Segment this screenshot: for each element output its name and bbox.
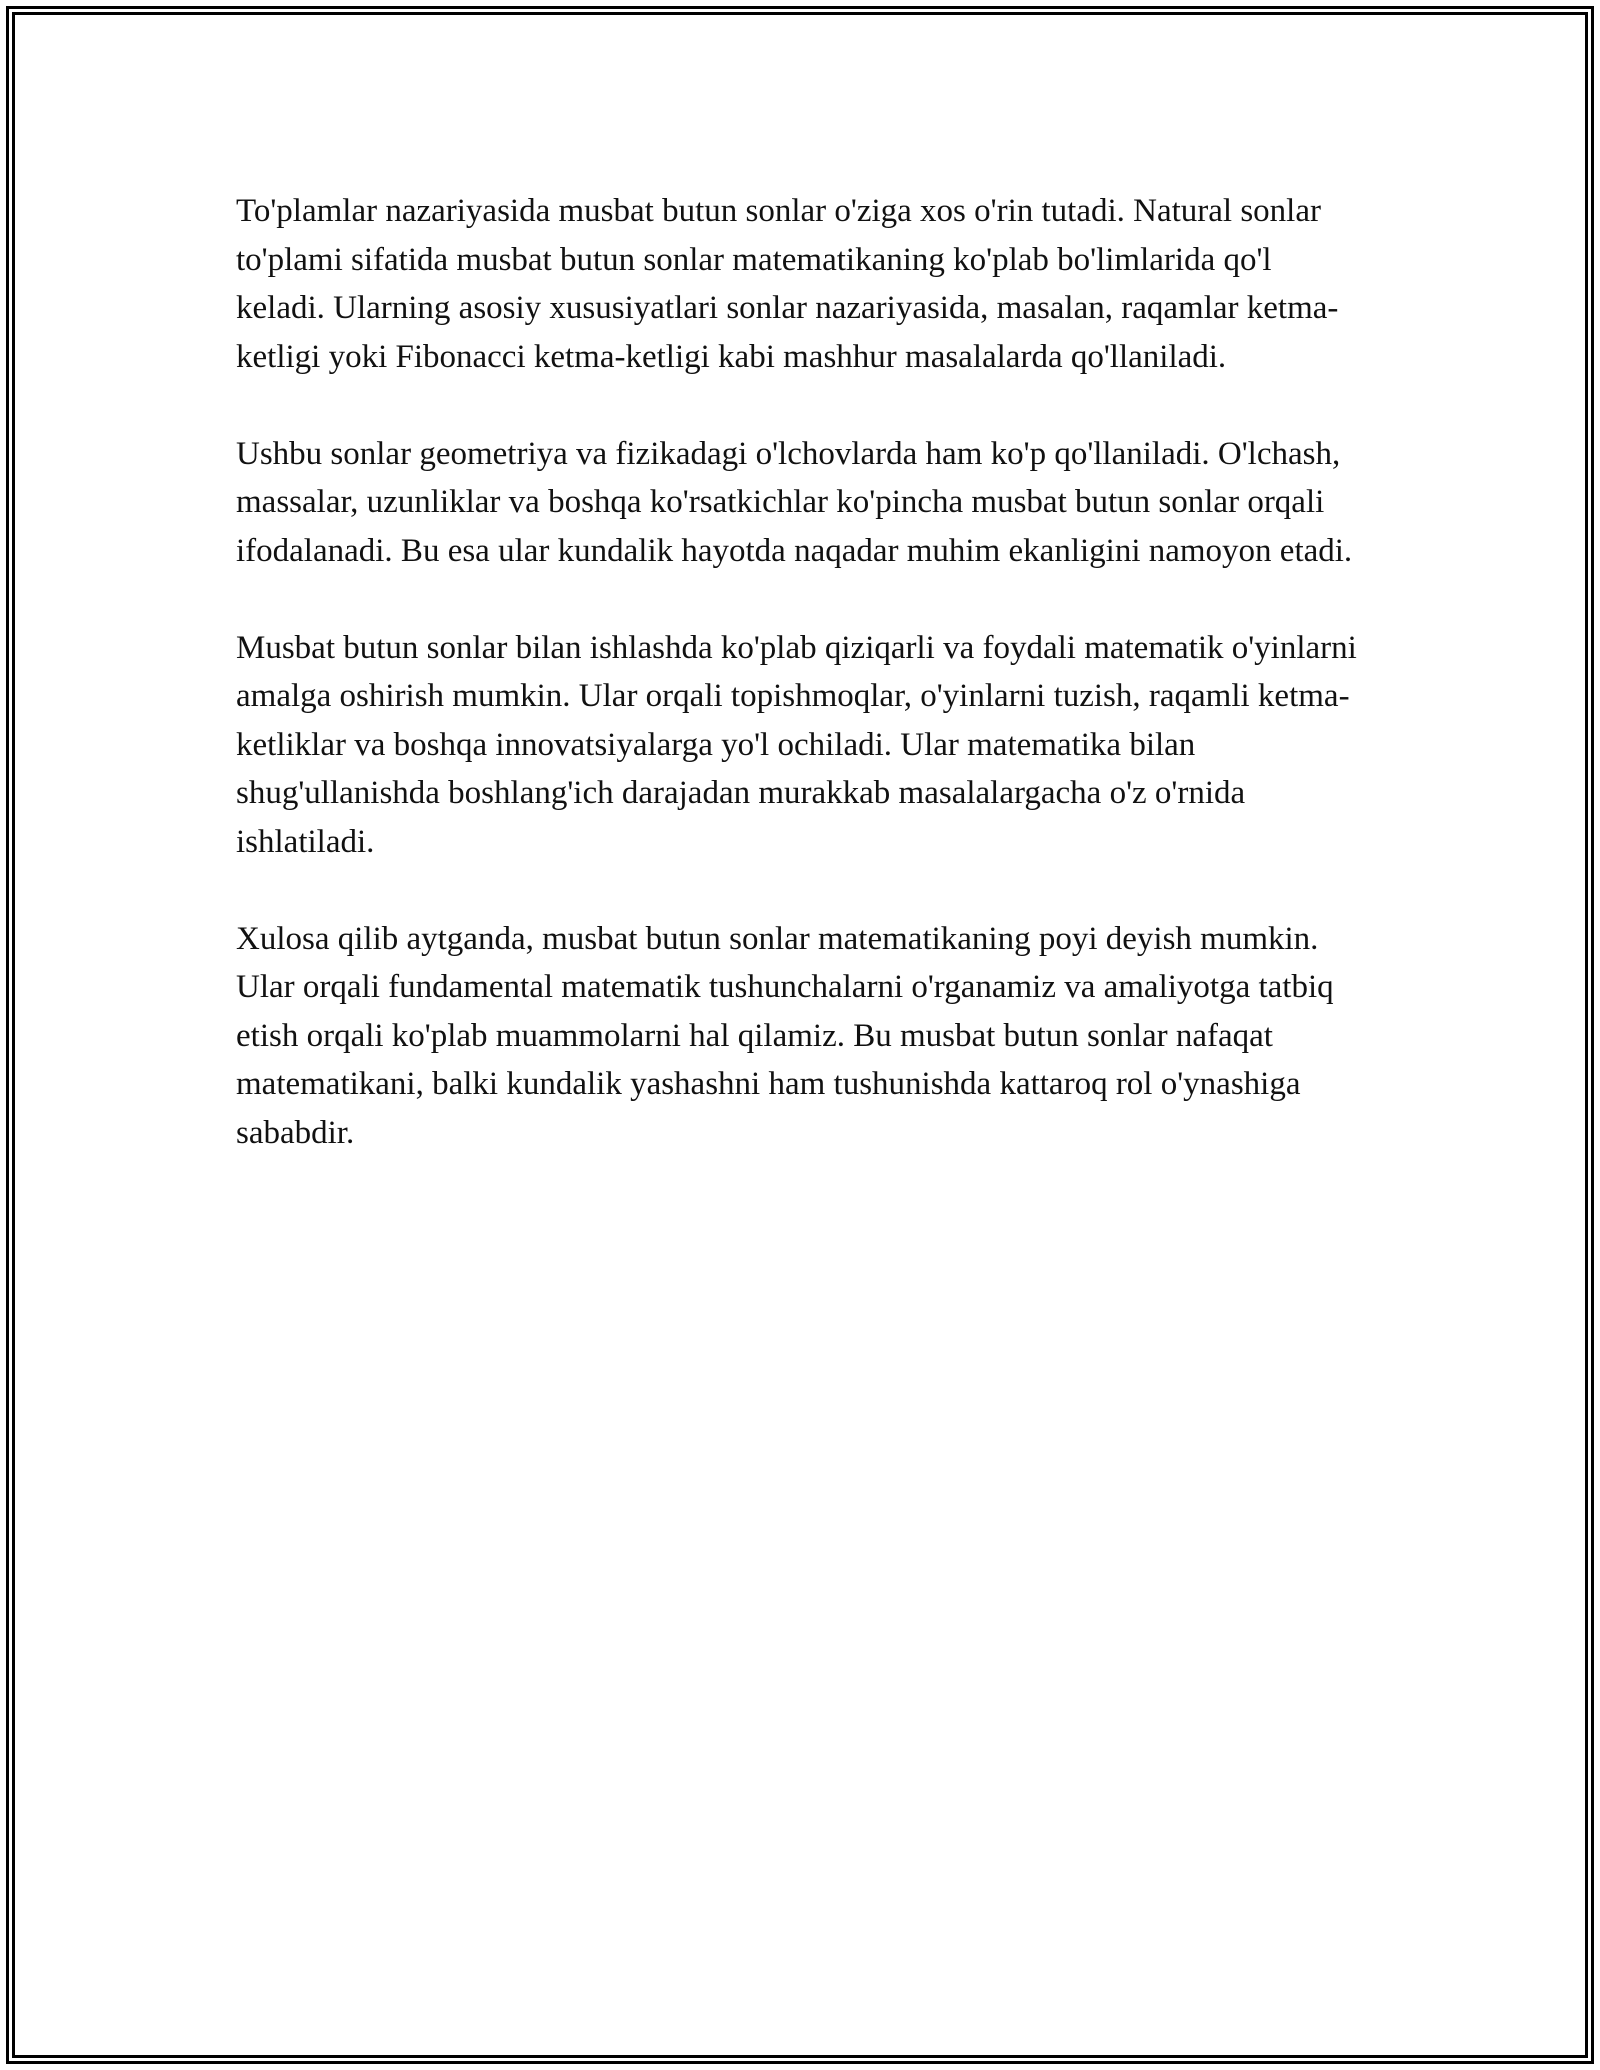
paragraph-2: Ushbu sonlar geometriya va fizikadagi o'lchovlarda ham ko'p qo'llaniladi. O'lchash, massalar, uzunliklar va boshqa ko'rsatkichlar ko'pincha musbat butun sonlar orqali ifodalanadi. Bu esa ular kundalik hayotda naqadar muhim ekanligini namoyon etadi. [236,435,1353,569]
paragraph-4: Xulosa qilib aytganda, musbat butun sonlar matematikaning poyi deyish mumkin. Ular orqali fundamental matematik tushunchalarni o'rganamiz va amaliyotga tatbiq etish orqali ko'plab muammolarni hal qilamiz. Bu musbat butun sonlar nafaqat matematikani, balki kundalik yashashni ham tushunishda kattaroq rol o'ynashiga sababdir. [236,920,1334,1151]
document-body [236,187,1366,1206]
paragraph-1: To'plamlar nazariyasida musbat butun sonlar o'ziga xos o'rin tutadi. Natural sonlar to'plami sifatida musbat butun sonlar matematikaning ko'plab bo'limlarida qo'l keladi. Ularning asosiy xususiyatlari sonlar nazariyasida, masalan, raqamlar ketma-ketligi yoki Fibonacci ketma-ketligi kabi mashhur masalalarda qo'llaniladi. [236,193,1339,375]
paragraph-3: Musbat butun sonlar bilan ishlashda ko'plab qiziqarli va foydali matematik o'yinlarni amalga oshirish mumkin. Ular orqali topishmoqlar, o'yinlarni tuzish, raqamli ketma-ketliklar va boshqa innovatsiyalarga yo'l ochiladi. Ular matematika bilan shug'ullanishda boshlang'ich darajadan murakkab masalalargacha o'z o'rnida ishlatiladi. [236,629,1357,860]
